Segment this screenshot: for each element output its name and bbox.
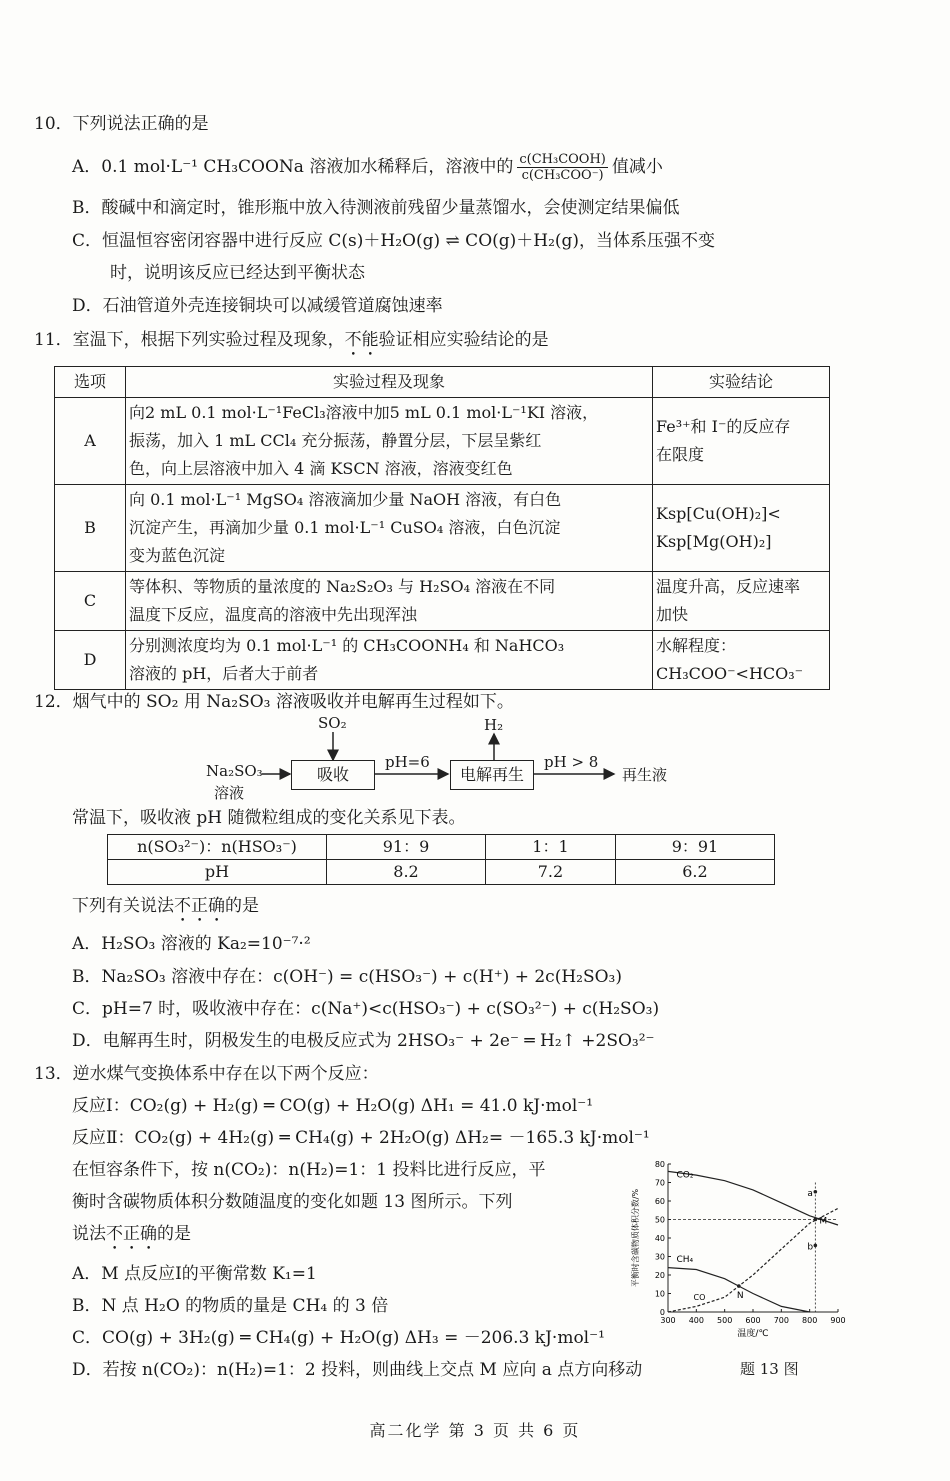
y-axis-label: 平衡时含碳物质体积分数/%	[631, 1188, 640, 1288]
series-label-co2: CO₂	[676, 1170, 694, 1181]
q13-cond3-pre: 说法	[72, 1224, 106, 1244]
q11-row-option: C	[55, 572, 126, 631]
flow-so2-label: SO₂	[318, 714, 347, 732]
y-tick-label: 50	[654, 1215, 665, 1225]
q13-chart	[624, 1156, 864, 1346]
q12-ratio-3: 9：91	[615, 835, 774, 860]
q10-a-tail: 值减小	[611, 157, 663, 177]
q13-condition-1: 在恒容条件下，按 n(CO₂)：n(H₂)=1：1 投料比进行反应，平	[72, 1160, 546, 1180]
q11-row-option: D	[55, 631, 126, 690]
y-tick-label: 0	[659, 1308, 665, 1317]
table-row	[55, 572, 830, 631]
q11-row-conclusion	[653, 572, 830, 631]
q11-row-option: B	[55, 485, 126, 572]
table-row	[55, 631, 830, 690]
q10-option-b: B．酸碱中和滴定时，锥形瓶中放入待测液前残留少量蒸馏水，会使测定结果偏低	[72, 198, 680, 218]
q12-ratio-1: 91：9	[327, 835, 486, 860]
flow-ph6-label: pH=6	[385, 753, 430, 771]
q11-b-proc-line2: 沉淀产生，再滴加少量 0.1 mol·L⁻¹ CuSO₄ 溶液，白色沉淀	[129, 518, 561, 537]
q11-a-proc-line3: 色，向上层溶液中加入 4 滴 KSCN 溶液，溶液变红色	[129, 459, 513, 478]
series-label-ch4: CH₄	[676, 1254, 694, 1265]
q12-ask	[72, 894, 259, 926]
y-tick-label: 10	[654, 1289, 665, 1299]
x-axis-label: 温度/℃	[737, 1329, 769, 1339]
q11-d-proc-line2: 溶液的 pH，后者大于前者	[129, 664, 319, 683]
q11-header-conclusion: 实验结论	[653, 367, 830, 398]
y-tick-label: 80	[654, 1160, 665, 1169]
q12-ph-3: 6.2	[615, 860, 774, 885]
series-line-1	[668, 1268, 810, 1312]
q11-a-concl-line2: 在限度	[656, 445, 705, 464]
q12-ask-pre: 下列有关说法	[72, 896, 174, 916]
y-tick-label: 60	[654, 1197, 665, 1206]
flow-solution-label: 溶液	[214, 784, 245, 802]
q13-option-b: B．N 点 H₂O 的物质的量是 CH₄ 的 3 倍	[72, 1296, 389, 1316]
q12-ph-2: 7.2	[486, 860, 616, 885]
page-footer: 高二化学 第 3 页 共 6 页	[369, 1421, 581, 1440]
x-tick-label: 400	[688, 1316, 704, 1325]
point-M	[814, 1218, 818, 1222]
q11-stem-pre: 11．室温下，根据下列实验过程及现象，	[34, 330, 345, 350]
point-a	[814, 1190, 818, 1194]
x-tick-label: 700	[773, 1316, 789, 1325]
q11-a-proc-line2: 振荡，加入 1 mL CCl₄ 充分振荡，静置分层，下层呈紫红	[129, 431, 542, 450]
q11-c-proc-line2: 温度下反应，温度高的溶液中先出现浑浊	[129, 605, 418, 624]
q11-b-concl-line2: Ksp[Mg(OH)₂]	[656, 532, 772, 551]
q11-row-option: A	[55, 398, 126, 485]
point-label-N: N	[736, 1291, 744, 1302]
q12-ph-header: pH	[108, 860, 327, 885]
q10-option-a	[72, 152, 663, 183]
flow-ph8-label: pH > 8	[544, 753, 599, 771]
q13-stem: 13．逆水煤气变换体系中存在以下两个反应：	[34, 1064, 379, 1084]
q11-row-conclusion	[653, 398, 830, 485]
q11-a-proc-line1: 向2 mL 0.1 mol·L⁻¹FeCl₃溶液中加5 mL 0.1 mol·L⁻¹KI 溶液，	[129, 403, 599, 422]
q13-reaction-1: 反应Ⅰ：CO₂(g) + H₂(g) ═ CO(g) + H₂O(g) ΔH₁ = 41.0 kJ·mol⁻¹	[72, 1096, 594, 1116]
table-row	[108, 860, 775, 885]
q11-d-concl-line2: CH₃COO⁻<HCO₃⁻	[656, 664, 804, 683]
q10-option-c-cont: 时，说明该反应已经达到平衡状态	[110, 263, 365, 283]
q12-option-d: D．电解再生时，阴极发生的电极反应式为 2HSO₃⁻ + 2e⁻ ═ H₂↑ +2SO₃²⁻	[72, 1031, 655, 1051]
q13-option-d: D．若按 n(CO₂)：n(H₂)=1：2 投料，则曲线上交点 M 应向 a 点方向移动	[72, 1360, 643, 1380]
q11-d-proc-line1: 分别测浓度均为 0.1 mol·L⁻¹ 的 CH₃COONH₄ 和 NaHCO₃	[129, 636, 565, 655]
q12-ratio-2: 1：1	[486, 835, 616, 860]
q11-b-concl-line1: Ksp[Cu(OH)₂]<	[656, 504, 781, 523]
q12-ask-emphasis: 不正确	[174, 896, 225, 916]
flow-electro-box: 电解再生	[450, 760, 534, 790]
point-b	[814, 1244, 818, 1248]
y-tick-label: 30	[654, 1252, 665, 1262]
point-N	[737, 1284, 741, 1288]
q13-figure-caption: 题 13 图	[740, 1360, 799, 1378]
q11-row-process	[126, 398, 653, 485]
q10-option-d: D．石油管道外壳连接铜块可以减缓管道腐蚀速率	[72, 296, 443, 316]
q13-option-a: A．M 点反应Ⅰ的平衡常数 K₁=1	[72, 1264, 317, 1284]
q13-option-c: C．CO(g) + 3H₂(g) ═ CH₄(g) + H₂O(g) ΔH₃ = －206.3 kJ·mol⁻¹	[72, 1328, 605, 1348]
q11-header-process: 实验过程及现象	[126, 367, 653, 398]
q12-ask-post: 的是	[225, 896, 259, 916]
q10-a-text: A．0.1 mol·L⁻¹ CH₃COONa 溶液加水稀释后，溶液中的	[72, 157, 514, 177]
flow-regen-label: 再生液	[622, 766, 668, 784]
y-tick-label: 70	[654, 1178, 665, 1188]
q10-a-fraction	[517, 152, 608, 183]
q11-row-conclusion	[653, 485, 830, 572]
q11-c-concl-line2: 加快	[656, 605, 689, 624]
point-label-M: M	[819, 1216, 828, 1227]
q11-b-proc-line1: 向 0.1 mol·L⁻¹ MgSO₄ 溶液滴加少量 NaOH 溶液，有白色	[129, 490, 562, 509]
y-tick-label: 40	[654, 1234, 665, 1243]
x-tick-label: 500	[717, 1316, 733, 1325]
q11-c-concl-line1: 温度升高，反应速率	[656, 577, 801, 596]
x-tick-label: 300	[660, 1316, 676, 1325]
q12-ratio-header: n(SO₃²⁻)：n(HSO₃⁻)	[108, 835, 327, 860]
q11-stem-post: 验证相应实验结论的是	[378, 330, 549, 350]
q11-stem-emphasis: 不能	[344, 330, 379, 350]
flow-na2so3-label: Na₂SO₃	[206, 762, 263, 780]
table-row	[108, 835, 775, 860]
q13-condition-3	[72, 1222, 191, 1254]
q12-ph-1: 8.2	[327, 860, 486, 885]
q11-d-concl-line1: 水解程度：	[656, 636, 737, 655]
q11-row-conclusion	[653, 631, 830, 690]
q10-a-numerator: c(CH₃COOH)	[519, 152, 606, 167]
q13-cond3-emphasis: 不正确	[106, 1224, 157, 1244]
q11-row-process	[126, 572, 653, 631]
q13-cond3-post: 的是	[157, 1224, 191, 1244]
q11-row-process	[126, 485, 653, 572]
q11-stem	[34, 328, 549, 360]
q11-header-row	[55, 367, 830, 398]
q11-row-process	[126, 631, 653, 690]
x-tick-label: 900	[830, 1316, 846, 1325]
q10-a-denominator: c(CH₃COO⁻)	[521, 168, 604, 183]
q12-stem: 12．烟气中的 SO₂ 用 Na₂SO₃ 溶液吸收并电解再生过程如下。	[34, 692, 514, 712]
q12-table-intro: 常温下，吸收液 pH 随微粒组成的变化关系见下表。	[72, 808, 466, 828]
q10-option-c: C．恒温恒容密闭容器中进行反应 C(s)＋H₂O(g) ⇌ CO(g)＋H₂(g)，当体系压强不变	[72, 231, 716, 251]
series-label-co: CO	[693, 1293, 706, 1303]
x-tick-label: 600	[745, 1316, 761, 1325]
x-tick-label: 800	[802, 1316, 818, 1325]
q11-table	[54, 366, 830, 690]
q11-header-option: 选项	[55, 367, 126, 398]
point-label-a: a	[807, 1188, 813, 1199]
q13-reaction-2: 反应Ⅱ：CO₂(g) + 4H₂(g) ═ CH₄(g) + 2H₂O(g) ΔH₂= －165.3 kJ·mol⁻¹	[72, 1128, 650, 1148]
q12-option-a: A．H₂SO₃ 溶液的 Ka₂=10⁻⁷·²	[72, 934, 311, 954]
point-label-b: b	[807, 1242, 814, 1253]
table-row	[55, 398, 830, 485]
y-tick-label: 20	[654, 1271, 665, 1280]
q11-a-concl-line1: Fe³⁺和 I⁻的反应存	[656, 417, 791, 436]
flow-h2-label: H₂	[484, 716, 504, 734]
q11-c-proc-line1: 等体积、等物质的量浓度的 Na₂S₂O₃ 与 H₂SO₄ 溶液在不同	[129, 577, 556, 596]
q11-b-proc-line3: 变为蓝色沉淀	[129, 546, 226, 565]
q12-option-b: B．Na₂SO₃ 溶液中存在：c(OH⁻) = c(HSO₃⁻) + c(H⁺) + 2c(H₂SO₃)	[72, 967, 623, 987]
q13-condition-2: 衡时含碳物质体积分数随温度的变化如题 13 图所示。下列	[72, 1192, 513, 1212]
flow-absorb-box: 吸收	[291, 760, 375, 790]
q12-option-c: C．pH=7 时，吸收液中存在：c(Na⁺)<c(HSO₃⁻) + c(SO₃²⁻) + c(H₂SO₃)	[72, 999, 660, 1019]
table-row	[55, 485, 830, 572]
q12-table	[107, 834, 775, 885]
q10-stem: 10．下列说法正确的是	[34, 114, 209, 134]
